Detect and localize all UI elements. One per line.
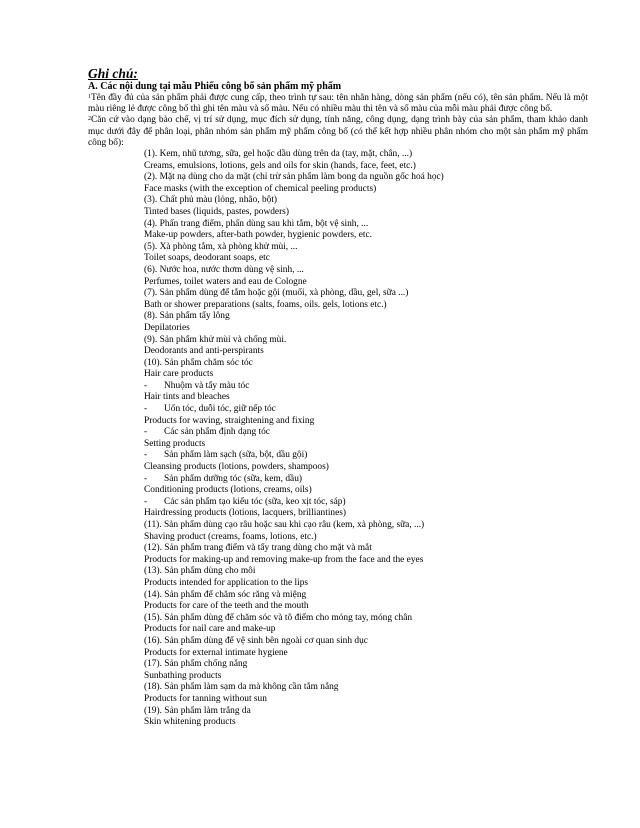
- page-title: Ghi chú:: [88, 66, 138, 81]
- list-item: Tinted bases (liquids, pastes, powders): [144, 206, 289, 217]
- list-item: (8). Sản phẩm tẩy lông: [144, 311, 230, 322]
- list-item: Products intended for application to the lips: [144, 577, 309, 588]
- list-item: (6). Nước hoa, nước thơm dùng vệ sinh, ...: [144, 264, 304, 275]
- list-item: Products for making-up and removing make-up from the face and the eyes: [144, 554, 424, 565]
- list-item: (15). Sản phẩm dùng để chăm sóc và tô điểm cho móng tay, móng chân: [144, 612, 413, 623]
- list-item: Hairdressing products (lotions, lacquers, brilliantines): [144, 508, 347, 519]
- list-item: (3). Chất phủ màu (lỏng, nhão, bột): [144, 195, 278, 206]
- section-heading: A. Các nội dung tại mẫu Phiếu công bố sản phẩm mỹ phẩm: [88, 81, 342, 92]
- list-item: (7). Sản phẩm dùng để tắm hoặc gội (muối, xà phòng, dầu, gel, sữa ...): [144, 288, 409, 299]
- list-item: (19). Sản phẩm làm trắng da: [144, 705, 251, 716]
- list-item: Cleansing products (lotions, powders, shampoos): [144, 462, 329, 473]
- category-list: [88, 149, 588, 729]
- list-item: (1). Kem, nhũ tương, sữa, gel hoặc dầu dùng trên da (tay, mặt, chân, ...): [144, 149, 413, 160]
- list-item: (2). Mặt nạ dùng cho da mặt (chỉ trừ sản phẩm làm bong da nguồn gốc hoá học): [144, 172, 444, 183]
- list-item: Sunbathing products: [144, 670, 222, 681]
- list-item: Bath or shower preparations (salts, foams, oils. gels, lotions etc.): [144, 299, 387, 310]
- list-item: Products for nail care and make-up: [144, 624, 276, 635]
- footnote-text: Căn cứ vào dạng bào chế, vị trí sử dụng, mục đích sử dụng, tính năng, công dụng, dạng trình bày của sản phẩm, tham khảo danh mục dưới đây để phân loại, phân nhóm sản phẩm mỹ phẩm công bố (có thể kết hợp nhiều phân nhóm cho một sản phẩm mỹ phẩm công bố):: [88, 115, 588, 148]
- list-subitem: - Sản phẩm làm sạch (sữa, bột, dầu gội): [144, 450, 588, 462]
- list-item: Face masks (with the exception of chemical peeling products): [144, 183, 377, 194]
- list-item: (9). Sản phẩm khử mùi và chống mùi.: [144, 334, 287, 345]
- list-subitem: - Các sản phẩm định dạng tóc: [144, 427, 588, 439]
- list-item: Setting products: [144, 438, 206, 449]
- list-item: Skin whitening products: [144, 717, 236, 728]
- list-item: Hair tints and bleaches: [144, 392, 230, 403]
- list-item: Make-up powders, after-bath powder, hygienic powders, etc.: [144, 230, 373, 241]
- list-item: (16). Sản phẩm dùng để vệ sinh bên ngoài cơ quan sinh dục: [144, 635, 368, 646]
- list-item: Products for tanning without sun: [144, 693, 267, 704]
- list-item: (14). Sản phẩm để chăm sóc răng và miệng: [144, 589, 307, 600]
- list-subitem: - Sản phẩm dưỡng tóc (sữa, kem, dầu): [144, 474, 588, 486]
- list-item: Hair care products: [144, 369, 214, 380]
- list-item: Deodorants and anti-perspirants: [144, 346, 264, 357]
- list-item: (12). Sản phẩm trang điểm và tẩy trang dùng cho mặt và mắt: [144, 543, 372, 554]
- list-item: Toilet soaps, deodorant soaps, etc: [144, 253, 270, 264]
- list-item: Products for care of the teeth and the mouth: [144, 601, 309, 612]
- footnote-marker: 1: [88, 94, 91, 100]
- list-item: Products for external intimate hygiene: [144, 647, 288, 658]
- footnote-2: [88, 115, 588, 149]
- list-item: (11). Sản phẩm dùng cạo râu hoặc sau khi cạo râu (kem, xà phòng, sữa, ...): [144, 520, 425, 531]
- list-subitem: - Nhuộm và tẩy màu tóc: [144, 381, 588, 393]
- list-item: Shaving product (creams, foams, lotions, etc.): [144, 531, 317, 542]
- list-item: (18). Sản phẩm làm sạm da mà không cần tắm nắng: [144, 682, 339, 693]
- list-item: Conditioning products (lotions, creams, oils): [144, 485, 312, 496]
- list-item: Perfumes, toilet waters and eau de Cologne: [144, 276, 307, 287]
- list-item: (13). Sản phẩm dùng cho môi: [144, 566, 256, 577]
- list-item: Depilatories: [144, 322, 190, 333]
- list-item: Products for waving, straightening and fixing: [144, 415, 315, 426]
- footnote-1: [88, 93, 588, 115]
- list-item: Creams, emulsions, lotions, gels and oils for skin (hands, face, feet, etc.): [144, 160, 416, 171]
- footnote-text: Tên đầy đủ của sản phẩm phải được cung cấp, theo trình tự sau: tên nhãn hàng, dòng sản phẩm (nếu có), tên sản phẩm. Nếu là một màu riêng lẻ được công bố thì ghi tên màu và số màu. Nếu có nhiều màu thì tên và số màu của mỗi màu phải được công bố.: [88, 93, 588, 115]
- list-item: (4). Phấn trang điểm, phấn dùng sau khi tắm, bột vệ sinh, ...: [144, 218, 369, 229]
- document-page: [88, 66, 588, 729]
- footnote-marker: 2: [88, 116, 91, 123]
- list-subitem: - Các sản phẩm tạo kiểu tóc (sữa, keo xịt tóc, sáp): [144, 497, 588, 509]
- list-item: (5). Xà phòng tắm, xà phòng khử mùi, ...: [144, 241, 298, 252]
- list-item: (10). Sản phẩm chăm sóc tóc: [144, 357, 253, 368]
- list-subitem: - Uốn tóc, duỗi tóc, giữ nếp tóc: [144, 404, 588, 416]
- list-item: (17). Sản phẩm chống nắng: [144, 659, 248, 670]
